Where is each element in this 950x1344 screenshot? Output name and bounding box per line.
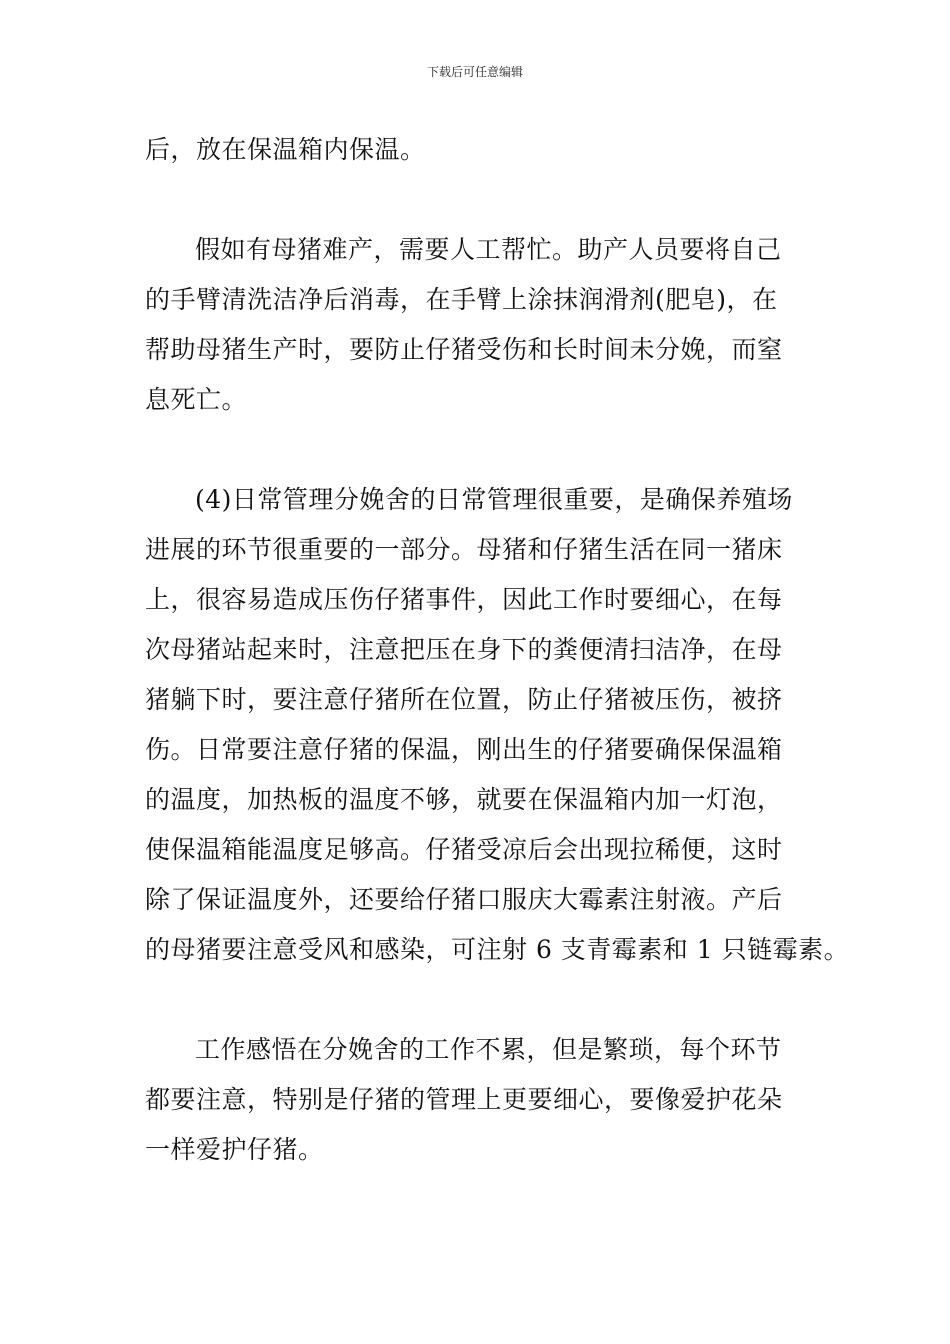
text-line: 都要注意，特别是仔猪的管理上更要细心，要像爱护花朵 [145,1085,783,1114]
text-line: 后，放在保温箱内保温。 [145,135,426,164]
text-line: (4)日常管理分娩舍的日常管理很重要，是确保养殖场 [195,485,793,514]
text-line: 使保温箱能温度足够高。仔猪受凉后会出现拉稀便，这时 [145,835,783,864]
text-line: 的手臂清洗洁净后消毒，在手臂上涂抹润滑剂(肥皂)，在 [145,285,778,314]
text-line: 的温度，加热板的温度不够，就要在保温箱内加一灯泡， [145,785,783,814]
paragraph-gap [145,975,815,1025]
text-line: 猪躺下时，要注意仔猪所在位置，防止仔猪被压伤，被挤 [145,685,783,714]
paragraph-continuation [145,125,815,175]
text-line: 的母猪要注意受风和感染，可注射 6 支青霉素和 1 只链霉素。 [145,935,850,964]
text-line: 一样爱护仔猪。 [145,1135,324,1164]
paragraph-gap [145,175,815,225]
text-line: 除了保证温度外，还要给仔猪口服庆大霉素注射液。产后 [145,885,783,914]
document-body [145,125,850,1175]
page-header: 下载后可任意编辑 [426,65,523,79]
text-line: 假如有母猪难产，需要人工帮忙。助产人员要将自己 [195,235,782,264]
paragraph-reflection [145,1025,815,1175]
text-line: 次母猪站起来时，注意把压在身下的粪便清扫洁净，在母 [145,635,783,664]
text-line: 伤。日常要注意仔猪的保温，刚出生的仔猪要确保保温箱 [145,735,783,764]
text-line: 工作感悟在分娩舍的工作不累，但是繁琐，每个环节 [195,1035,782,1064]
paragraph-dystocia [145,225,815,425]
paragraph-gap [145,425,815,475]
paragraph-daily-management [145,475,850,975]
text-line: 上，很容易造成压伤仔猪事件，因此工作时要细心，在每 [145,585,783,614]
text-line: 息死亡。 [145,385,248,414]
text-line: 帮助母猪生产时，要防止仔猪受伤和长时间未分娩，而窒 [145,335,783,364]
text-line: 进展的环节很重要的一部分。母猪和仔猪生活在同一猪床 [145,535,783,564]
